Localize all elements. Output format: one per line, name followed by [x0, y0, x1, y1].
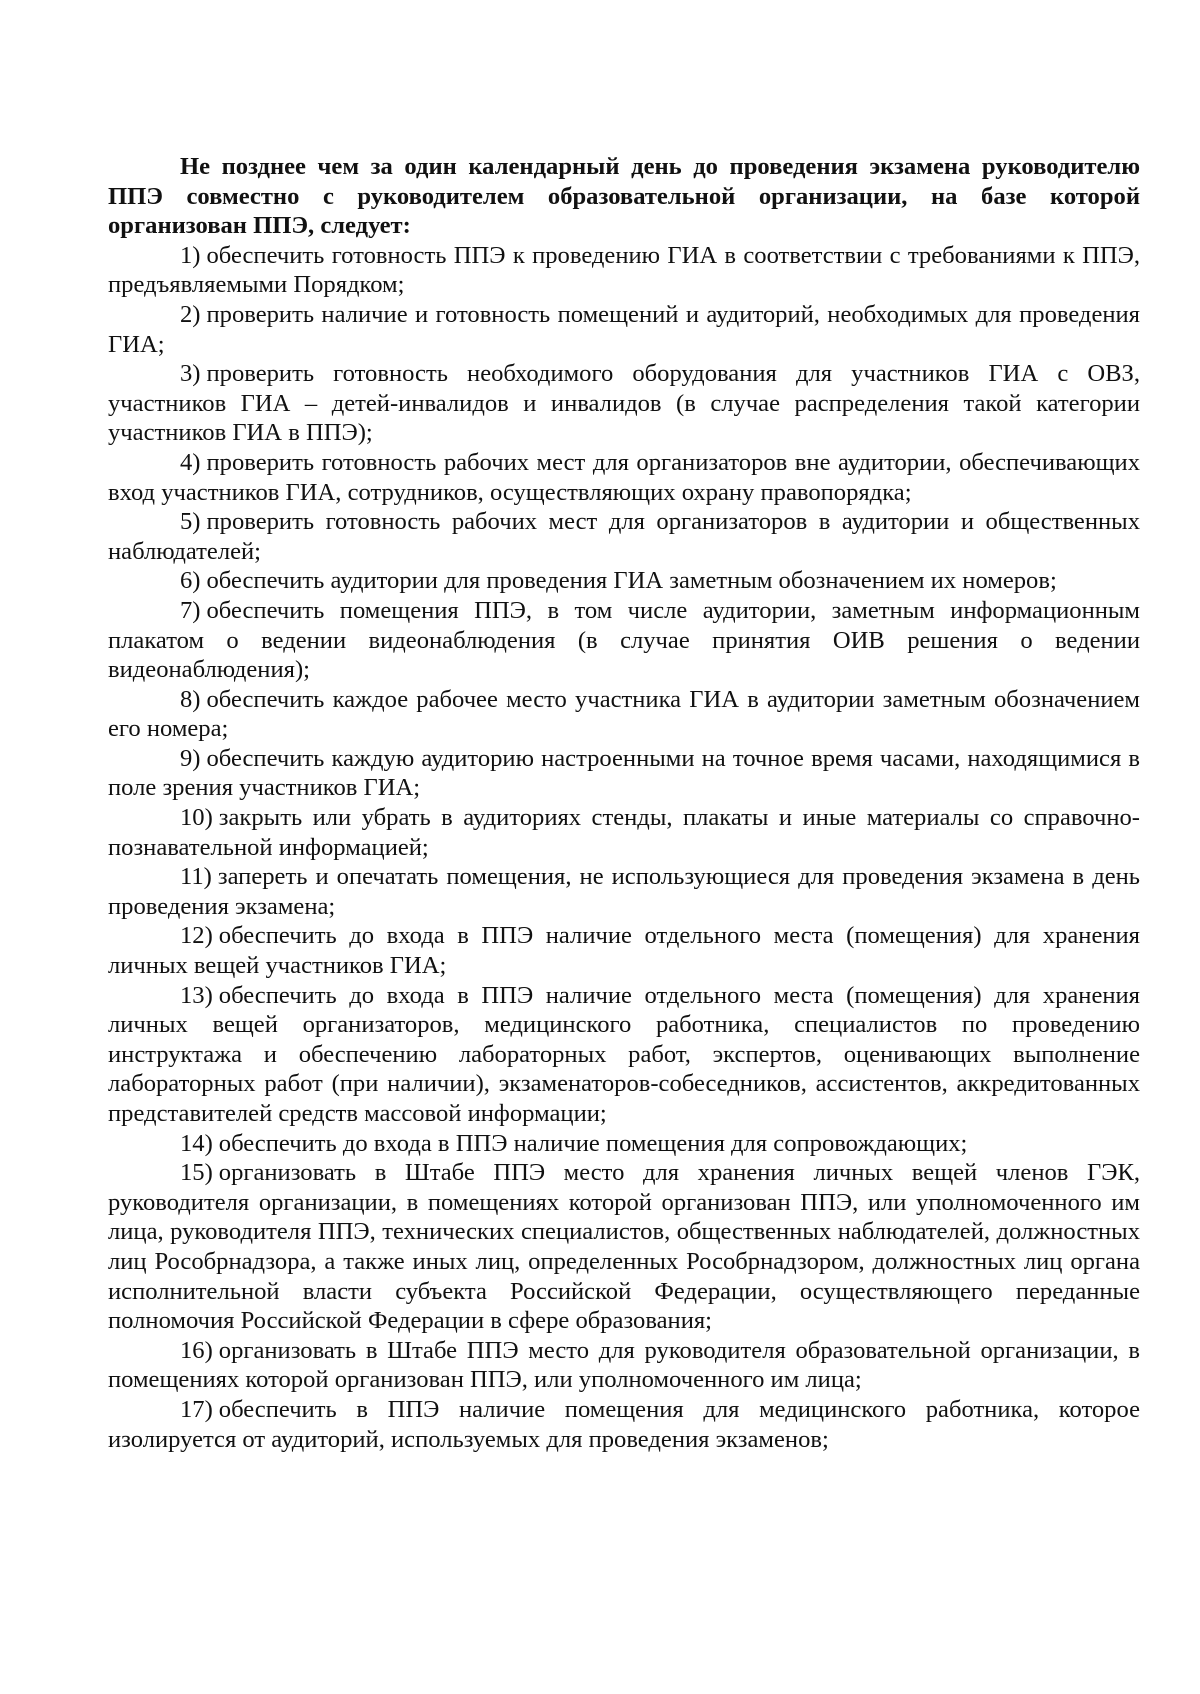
item-text: обеспечить помещения ППЭ, в том числе аудитории, заметным информационным плакатом о ведении видеонаблюдения (в случае принятия ОИВ решения о ведении видеонаблюдения); — [108, 596, 1140, 684]
list-item — [108, 921, 1140, 980]
item-number: 1) — [180, 241, 201, 269]
list-item — [108, 507, 1140, 566]
item-number: 9) — [180, 744, 201, 772]
item-text: проверить готовность необходимого оборудования для участников ГИА с ОВЗ, участников ГИА – детей-инвалидов и инвалидов (в случае распределения такой категории участников ГИА в ППЭ); — [108, 360, 1140, 447]
item-text: обеспечить до входа в ППЭ наличие отдельного места (помещения) для хранения личных вещей организаторов, медицинского работника, специалистов по проведению инструктажа и обеспечению лабораторных работ, экспертов, оценивающих выполнение лабораторных работ (при наличии), экзаменаторов-собеседников, ассистентов, аккредитованных представителей средств массовой информации; — [108, 981, 1140, 1127]
item-number: 12) — [180, 922, 213, 950]
item-text: проверить готовность рабочих мест для организаторов вне аудитории, обеспечивающих вход участников ГИА, сотрудников, осуществляющих охрану правопорядка; — [108, 448, 1140, 506]
item-text: организовать в Штабе ППЭ место для хранения личных вещей членов ГЭК, руководителя организации, в помещениях которой организован ППЭ, или уполномоченного им лица, руководителя ППЭ, технических специалистов, общественных наблюдателей, должностных лиц Рособрнадзора, а также иных лиц, определенных Рособрнадзором, должностных лиц органа исполнительной власти субъекта Российской Федерации, осуществляющего переданные полномочия Российской Федерации в сфере образования; — [108, 1159, 1140, 1335]
item-number: 10) — [180, 804, 213, 832]
list-item — [108, 241, 1140, 300]
item-text: организовать в Штабе ППЭ место для руководителя образовательной организации, в помещениях которой организован ППЭ, или уполномоченного им лица; — [108, 1336, 1140, 1394]
list-item — [108, 803, 1140, 862]
item-number: 4) — [180, 448, 201, 476]
item-number: 3) — [180, 360, 201, 388]
item-number: 8) — [180, 685, 201, 713]
list-item — [108, 1158, 1140, 1336]
list-item — [108, 981, 1140, 1129]
list-item — [108, 596, 1140, 685]
list-item — [108, 448, 1140, 507]
list-item — [108, 1129, 1140, 1159]
list-item — [108, 566, 1140, 596]
item-text: обеспечить каждое рабочее место участника ГИА в аудитории заметным обозначением его номера; — [108, 685, 1140, 743]
item-text: запереть и опечатать помещения, не использующиеся для проведения экзамена в день проведения экзамена; — [108, 863, 1140, 920]
item-text: обеспечить аудитории для проведения ГИА заметным обозначением их номеров; — [206, 567, 1057, 595]
item-text: закрыть или убрать в аудиториях стенды, плакаты и иные материалы со справочно-познавательной информацией; — [108, 804, 1140, 861]
item-text: проверить наличие и готовность помещений и аудиторий, необходимых для проведения ГИА; — [108, 300, 1140, 358]
item-number: 6) — [180, 567, 201, 595]
list-item — [108, 300, 1140, 359]
item-number: 7) — [180, 596, 201, 624]
item-number: 13) — [180, 981, 213, 1009]
item-number: 14) — [180, 1129, 213, 1157]
list-item — [108, 685, 1140, 744]
intro-paragraph: Не позднее чем за один календарный день до проведения экзамена руководителю ППЭ совместно с руководителем образовательной организации, на базе которой организован ППЭ, следует: — [108, 153, 1140, 240]
list-item — [108, 359, 1140, 448]
item-text: обеспечить готовность ППЭ к проведению ГИА в соответствии с требованиями к ППЭ, предъявляемыми Порядком; — [108, 241, 1140, 299]
item-number: 16) — [180, 1336, 213, 1364]
list-item — [108, 744, 1140, 803]
item-number: 2) — [180, 300, 201, 328]
document-page — [108, 152, 1140, 1454]
item-number: 5) — [180, 508, 201, 536]
list-item — [108, 1395, 1140, 1454]
list-item — [108, 862, 1140, 921]
item-text: обеспечить до входа в ППЭ наличие помещения для сопровождающих; — [218, 1129, 968, 1157]
list-item — [108, 1336, 1140, 1395]
item-text: проверить готовность рабочих мест для организаторов в аудитории и общественных наблюдателей; — [108, 508, 1140, 565]
item-number: 17) — [180, 1395, 213, 1423]
item-text: обеспечить до входа в ППЭ наличие отдельного места (помещения) для хранения личных вещей участников ГИА; — [108, 922, 1140, 980]
item-number: 15) — [180, 1159, 213, 1187]
item-text: обеспечить каждую аудиторию настроенными на точное время часами, находящимися в поле зрения участников ГИА; — [108, 744, 1140, 802]
item-text: обеспечить в ППЭ наличие помещения для медицинского работника, которое изолируется от аудиторий, используемых для проведения экзаменов; — [108, 1395, 1140, 1453]
item-number: 11) — [180, 863, 212, 891]
